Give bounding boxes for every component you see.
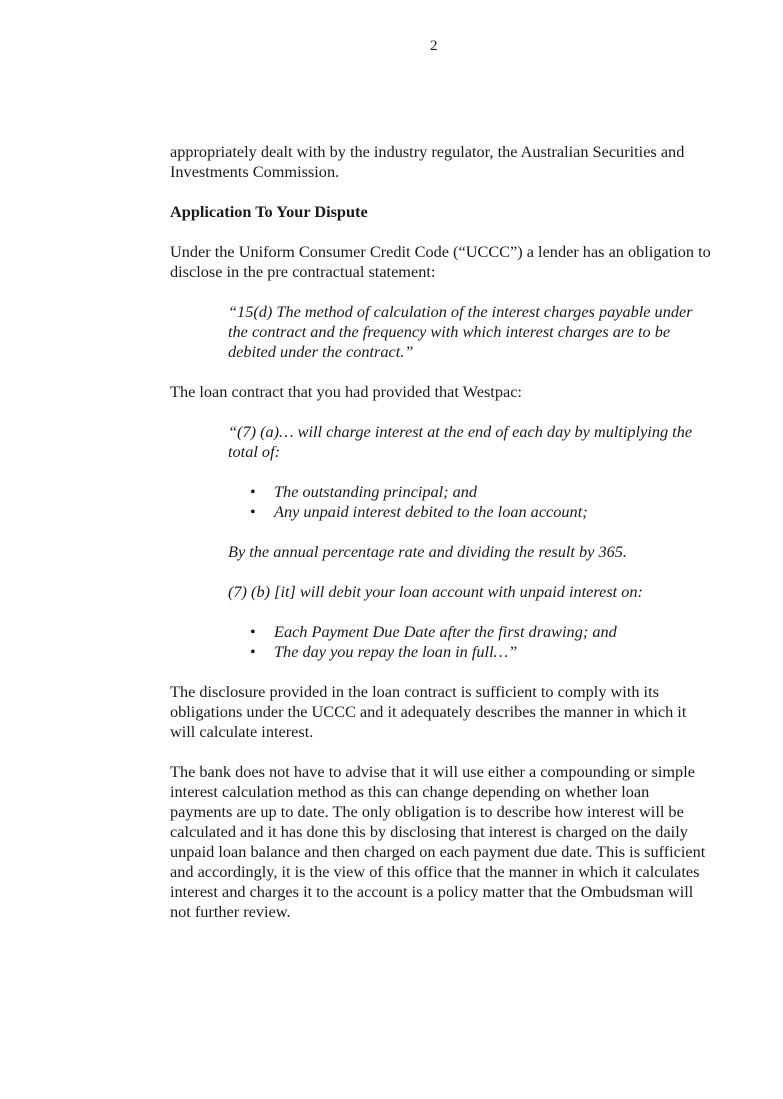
quote-contract-7b	[228, 542, 715, 602]
page-number: 2	[430, 38, 438, 54]
section-heading: Application To Your Dispute	[170, 202, 368, 221]
paragraph-regulator: appropriately dealt with by the industry regulator, the Australian Securities and Investments Commission.	[170, 142, 685, 181]
list-item: • Each Payment Due Date after the first drawing; and	[274, 622, 715, 642]
quote-text: “15(d) The method of calculation of the interest charges payable under the contract and the frequency with which interest charges are to be debited under the contract.”	[228, 302, 693, 361]
quote-after: By the annual percentage rate and dividing the result by 365.	[228, 542, 627, 561]
quote-uccc-15d	[228, 302, 715, 362]
paragraph-uccc: Under the Uniform Consumer Credit Code (“UCCC”) a lender has an obligation to disclose in the pre contractual statement:	[170, 242, 711, 281]
list-item: • Any unpaid interest debited to the loan account;	[274, 502, 715, 522]
paragraph-conclusion: The bank does not have to advise that it will use either a compounding or simple interest calculation method as this can change depending on whether loan payments are up to date. The only obligation is to describe how interest will be calculated and it has done this by disclosing that interest is charged on the daily unpaid loan balance and then charged on each payment due date. This is sufficient and accordingly, it is the view of this office that the manner in which it calculates interest and charges it to the account is a policy matter that the Ombudsman will not further review.	[170, 762, 706, 921]
quote-intro: (7) (b) [it] will debit your loan account with unpaid interest on:	[228, 582, 643, 601]
quote-intro: “(7) (a)… will charge interest at the end of each day by multiplying the total of:	[228, 422, 693, 461]
list-item: • The outstanding principal; and	[274, 482, 715, 502]
bullet-list-7a	[170, 482, 715, 522]
paragraph-disclosure: The disclosure provided in the loan contract is sufficient to comply with its obligations under the UCCC and it adequately describes the manner in which it will calculate interest.	[170, 682, 687, 741]
letter-body	[170, 142, 715, 942]
list-item: • The day you repay the loan in full…”	[274, 642, 715, 662]
quote-contract-7a	[228, 422, 715, 462]
paragraph-loan-contract: The loan contract that you had provided that Westpac:	[170, 382, 522, 401]
bullet-list-7b	[170, 622, 715, 662]
